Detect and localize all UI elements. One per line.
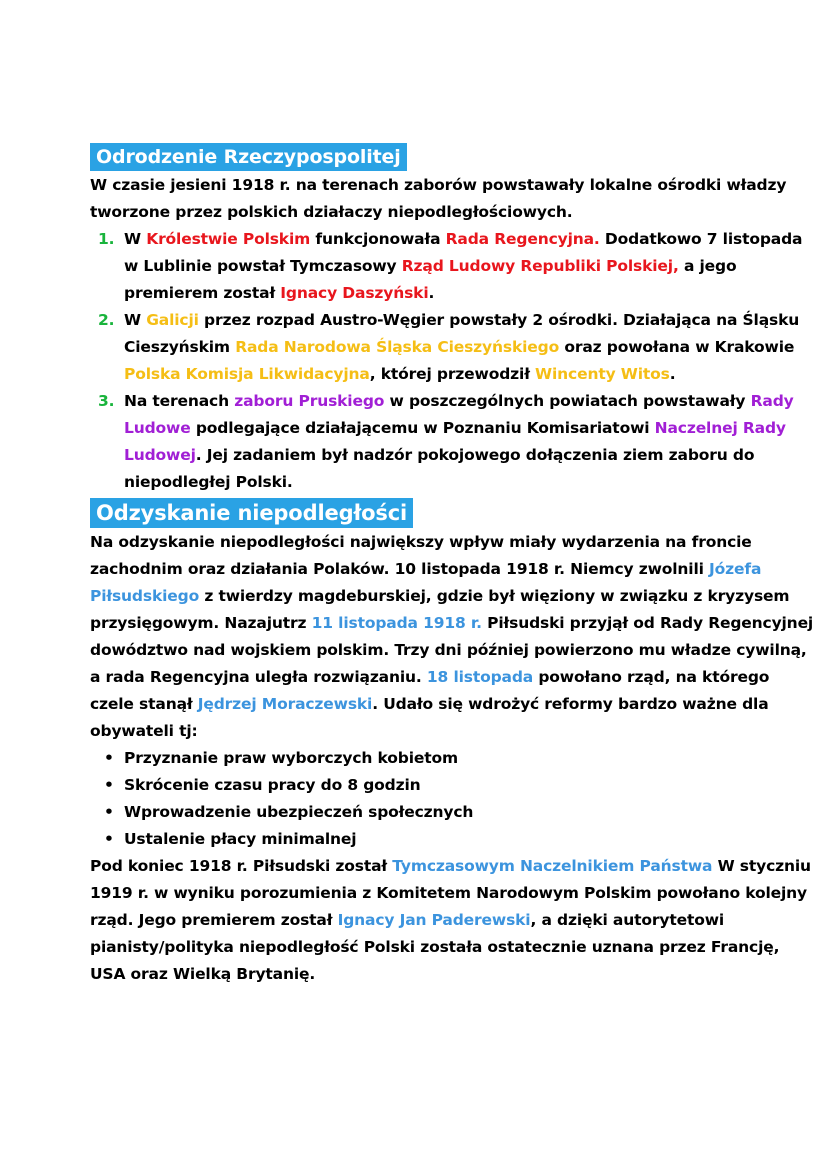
list-number: 1. [98, 230, 115, 248]
text-segment: Piłsudski przyjął od Rady Regencyjnej dowództwo nad wojskiem polskim. Trzy dni później powierzono mu władze cywilną, a rada Regencyjna uległa rozwiązaniu. [90, 614, 814, 686]
highlighted-term: Józefa Piłsudskiego [90, 560, 762, 605]
text-segment: Dodatkowo 7 listopada w Lublinie powstał Tymczasowy [124, 230, 803, 275]
text-segment: a jego premierem został [124, 257, 737, 302]
section1-intro: W czasie jesieni 1918 r. na terenach zaborów powstawały lokalne ośrodki władzy tworzone przez polskich działaczy niepodległościowych. [90, 176, 787, 221]
highlighted-term: zaboru Pruskiego [234, 392, 385, 410]
document-content [90, 143, 818, 988]
list-item-2 [90, 307, 818, 388]
list-item-1 [90, 226, 818, 307]
text-segment: Na terenach [124, 392, 235, 410]
text-segment: , której przewodził [369, 365, 536, 383]
bullet-icon: • [104, 749, 114, 767]
list-item-text [124, 230, 802, 302]
text-segment: przez rozpad Austro-Węgier powstały 2 ośrodki. Działająca na Śląsku Cieszyńskim [124, 311, 800, 356]
highlighted-term: Rady Ludowe [124, 392, 794, 437]
text-segment: Pod koniec 1918 r. Piłsudski został [90, 857, 393, 875]
highlighted-term: Rada Regencyjna. [445, 230, 600, 248]
bullet-icon: • [104, 830, 114, 848]
bullet-item [90, 745, 818, 772]
highlighted-term: Naczelnej Rady Ludowej [124, 419, 786, 464]
text-segment: W [124, 230, 147, 248]
section2-paragraph-1 [90, 529, 818, 745]
list-number: 3. [98, 392, 115, 410]
bullet-icon: • [104, 803, 114, 821]
text-segment: powołano rząd, na którego czele stanął [90, 668, 770, 713]
highlighted-term: 11 listopada 1918 r. [311, 614, 482, 632]
highlighted-term: Tymczasowym Naczelnikiem Państwa [392, 857, 713, 875]
highlighted-term: Wincenty Witos [535, 365, 670, 383]
text-segment: funkcjonowała [310, 230, 446, 248]
highlighted-term: Ignacy Jan Paderewski [337, 911, 531, 929]
text-segment: oraz powołana w Krakowie [559, 338, 795, 356]
text-segment: . Udało się wdrożyć reformy bardzo ważne dla obywateli tj: [90, 695, 769, 740]
highlighted-term: Rząd Ludowy Republiki Polskiej, [401, 257, 679, 275]
bullet-text: Przyznanie praw wyborczych kobietom [124, 749, 458, 767]
highlighted-term: Galicji [146, 311, 199, 329]
section-heading-odzyskanie: Odzyskanie niepodległości [90, 498, 413, 528]
bullet-item [90, 799, 818, 826]
text-segment: , a dzięki autorytetowi pianisty/polityka niepodległość Polski została ostatecznie uznana przez Francję, USA oraz Wielką Brytanię. [90, 911, 780, 983]
highlighted-term: 18 listopada [426, 668, 534, 686]
highlighted-term: Rada Narodowa Śląska Cieszyńskiego [235, 338, 560, 356]
bullet-text: Wprowadzenie ubezpieczeń społecznych [124, 803, 474, 821]
text-segment: . [669, 365, 676, 383]
bullet-item [90, 826, 818, 853]
highlighted-term: Królestwie Polskim [146, 230, 311, 248]
highlighted-term: Jędrzej Moraczewski [197, 695, 373, 713]
section-heading-odrodzenie: Odrodzenie Rzeczypospolitej [90, 143, 407, 171]
list-item-text [124, 392, 794, 491]
reforms-bullet-list [90, 745, 818, 853]
list-number: 2. [98, 311, 115, 329]
bullet-text: Skrócenie czasu pracy do 8 godzin [124, 776, 421, 794]
highlighted-term: Polska Komisja Likwidacyjna [124, 365, 370, 383]
text-segment: W [124, 311, 147, 329]
text-segment: Na odzyskanie niepodległości największy wpływ miały wydarzenia na froncie zachodnim oraz działania Polaków. 10 listopada 1918 r. Niemcy zwolnili [90, 533, 752, 578]
section1-numbered-list [90, 226, 818, 496]
text-segment: . [428, 284, 435, 302]
text-segment: W styczniu 1919 r. w wyniku porozumienia z Komitetem Narodowym Polskim powołano kolejny rząd. Jego premierem został [90, 857, 811, 929]
highlighted-term: Ignacy Daszyński [280, 284, 429, 302]
text-segment: w poszczególnych powiatach powstawały [384, 392, 751, 410]
list-item-text [124, 311, 799, 383]
text-segment: . Jej zadaniem był nadzór pokojowego dołączenia ziem zaboru do niepodległej Polski. [124, 446, 755, 491]
text-segment: podlegające działającemu w Poznaniu Komisariatowi [190, 419, 655, 437]
bullet-item [90, 772, 818, 799]
text-segment: z twierdzy magdeburskiej, gdzie był więziony w związku z kryzysem przysięgowym. Nazajutrz [90, 587, 790, 632]
section2-paragraph-2 [90, 853, 818, 988]
list-item-3 [90, 388, 818, 496]
bullet-icon: • [104, 776, 114, 794]
bullet-text: Ustalenie płacy minimalnej [124, 830, 357, 848]
